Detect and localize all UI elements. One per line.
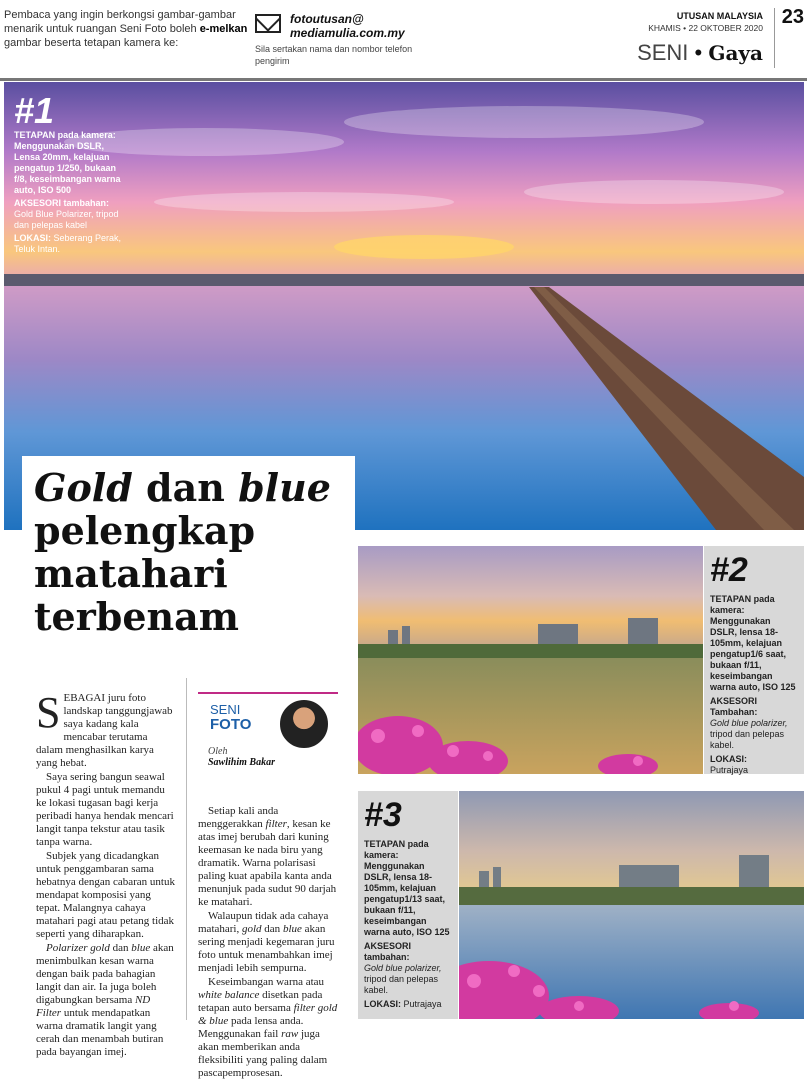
headline-blue: blue xyxy=(238,465,331,510)
photo3-putrajaya xyxy=(459,791,804,1019)
photo3-location: Putrajaya xyxy=(403,999,442,1009)
section-bullet: • xyxy=(694,40,703,65)
headline xyxy=(34,466,343,638)
p5-text-2: , kesan ke atas imej berubah dari kuning keemasan ke nada biru yang dramatik. Warna polarisasi paling kuat apabila kanta anda menunjuk pada sudut 90 darjah ke matahari. xyxy=(198,818,337,908)
photo3-settings-title: TETAPAN pada kamera: xyxy=(364,839,429,860)
photo2-caption xyxy=(704,546,804,774)
paragraph-4 xyxy=(36,942,176,1059)
photo1-label: #1 xyxy=(14,90,55,131)
photo2-location: Putrajaya xyxy=(710,765,749,775)
p4-text-3: untuk mendapatkan warna dramatik langit yang cerah dan menambah butiran pada bayangan imej. xyxy=(36,1007,164,1058)
p4-italic: Polarizer gold xyxy=(46,942,110,954)
paragraph-7 xyxy=(198,976,340,1080)
photo1-settings: Menggunakan DSLR, Lensa 20mm, kelajuan pengatup 1/250, bukaan f/8, keseimbangan warna auto, ISO 500 xyxy=(14,141,121,195)
p6-text-2: dan xyxy=(261,923,283,935)
drop-cap: S xyxy=(36,688,61,737)
photo2-label: #2 xyxy=(710,551,748,589)
photo2-accessory-2: tripod dan pelepas kabel. xyxy=(710,729,785,750)
header-divider xyxy=(774,8,775,68)
publication-date: KHAMIS • 22 OKTOBER 2020 xyxy=(648,23,763,33)
intro-email-word: e-melkan xyxy=(199,23,248,35)
p6-text-3: akan sering menjadi kegemaran juru foto untuk menambahkan imej menjadi lebih sempurna. xyxy=(198,923,335,974)
email-address[interactable] xyxy=(290,12,405,40)
photo3-accessory: Gold blue polarizer, xyxy=(364,963,442,973)
photo3-caption xyxy=(358,791,458,1019)
p5-italic: filter xyxy=(265,818,287,830)
mail-icon xyxy=(255,14,281,33)
intro-text-part: Pembaca yang ingin berkongsi gambar-gambar menarik untuk ruangan Seni Foto boleh xyxy=(4,9,236,35)
author-name: Sawlihim Bakar xyxy=(208,757,275,768)
email-note: Sila sertakan nama dan nombor telefon pengirim xyxy=(255,44,413,66)
article-column-2 xyxy=(198,805,340,1080)
photo1-location: Seberang Perak, Teluk Intan. xyxy=(14,233,122,254)
photo2-putrajaya xyxy=(358,546,703,774)
p7-text: Keseimbangan warna atau xyxy=(208,976,325,988)
photo1-location-title: LOKASI: xyxy=(14,233,51,243)
p4-italic-nd: ND Filter xyxy=(36,994,151,1019)
photo2-accessory-title: AKSESORI Tambahan: xyxy=(710,696,758,717)
byline-oleh: Oleh xyxy=(208,746,228,757)
article-column-1 xyxy=(36,688,176,1059)
paragraph-2: Saya sering bangun seawal pukul 4 pagi untuk memandu ke lokasi tugasan bagi kerja peribadi hanya hendak mencari langit tanpa tekstur atau tasik tanpa warna. xyxy=(36,771,174,848)
p4-text-2: akan menimbulkan kesan warna dengan baik pada bahagian langit dan air. Ia juga boleh digabungkan bersama xyxy=(36,942,174,1006)
email-line-2: mediamulia.com.my xyxy=(290,26,405,40)
photo2-location-title: LOKASI: xyxy=(710,754,747,764)
photo3-accessory-2: tripod dan pelepas kabel. xyxy=(364,974,439,995)
intro-text-end: gambar beserta tetapan kamera ke: xyxy=(4,37,179,49)
publication-name: UTUSAN MALAYSIA xyxy=(676,11,763,21)
paragraph-5 xyxy=(198,805,340,909)
photo1-accessory-title: AKSESORI tambahan: xyxy=(14,198,110,208)
photo2-illustration xyxy=(358,546,703,774)
p7-italic-filter: filter gold & blue xyxy=(198,1002,338,1027)
header-rule xyxy=(0,78,807,81)
page-number: 23 xyxy=(781,6,804,28)
photo2-settings: Menggunakan DSLR, lensa 18-105mm, kelajuan pengatup1/6 saat, bukaan f/11, keseimbangan warna auto, ISO 125 xyxy=(710,616,796,692)
author-avatar xyxy=(278,698,330,750)
column-divider xyxy=(186,678,187,1020)
paragraph-6 xyxy=(198,910,340,975)
foto-label: FOTO xyxy=(210,716,252,733)
p7-text-4: juga akan memberikan anda fleksibiliti yang paling dalam pascapemprosesan. xyxy=(198,1028,328,1079)
photo3-accessory-title: AKSESORI tambahan: xyxy=(364,941,412,962)
section-prefix: SENI xyxy=(637,40,689,65)
photo1-caption xyxy=(14,130,126,255)
p7-italic-wb: white balance xyxy=(198,989,260,1001)
p7-text-2: disetkan pada tetapan auto bersama xyxy=(198,989,323,1014)
photo3-label: #3 xyxy=(364,796,402,834)
p5-text: Setiap kali anda menggerakkan xyxy=(198,805,279,830)
p4-text: dan xyxy=(109,942,132,954)
email-line-1: fotoutusan@ xyxy=(290,12,364,26)
p6-text: Walaupun tidak ada cahaya matahari, xyxy=(198,910,329,935)
seni-label: SENI xyxy=(210,702,241,717)
p6-italic-gold: gold xyxy=(241,923,262,935)
p7-italic-raw: raw xyxy=(281,1028,299,1040)
publication-block xyxy=(648,10,763,34)
section-title xyxy=(637,40,763,66)
headline-box xyxy=(22,456,355,686)
p4-italic-blue: blue xyxy=(131,942,151,954)
headline-dan: dan xyxy=(132,465,239,510)
photo1-settings-title: TETAPAN pada kamera: xyxy=(14,130,116,140)
intro-text xyxy=(4,8,252,50)
p7-text-3: pada lensa anda. Menggunakan fail xyxy=(198,1015,304,1040)
paragraph-1: EBAGAI juru foto landskap tanggungjawab saya kadang kala mencabar terutama dalam menghasilkan karya yang hebat. xyxy=(36,692,173,769)
photo3-illustration xyxy=(459,791,804,1019)
byline xyxy=(208,746,275,768)
headline-gold: Gold xyxy=(34,465,133,510)
photo1-accessory: Gold Blue Polarizer, tripod dan pelepas kabel xyxy=(14,209,119,230)
photo3-settings: Menggunakan DSLR, lensa 18-105mm, kelajuan pengatup1/13 saat, bukaan f/11, keseimbangan warna auto, ISO 125 xyxy=(364,861,450,937)
headline-rest: pelengkap matahari terbenam xyxy=(34,508,256,639)
photo2-accessory: Gold blue polarizer, xyxy=(710,718,788,728)
photo3-location-title: LOKASI: xyxy=(364,999,401,1009)
paragraph-3: Subjek yang dicadangkan untuk penggambaran sama hebatnya dengan cabaran untuk mendapat komposisi yang tepat. Malangnya cahaya matahari pagi atau petang tidak seperti yang diharapkan. xyxy=(36,850,175,940)
p6-italic-blue: blue xyxy=(282,923,302,935)
photo2-settings-title: TETAPAN pada kamera: xyxy=(710,594,775,615)
section-name: Gaya xyxy=(708,41,763,65)
